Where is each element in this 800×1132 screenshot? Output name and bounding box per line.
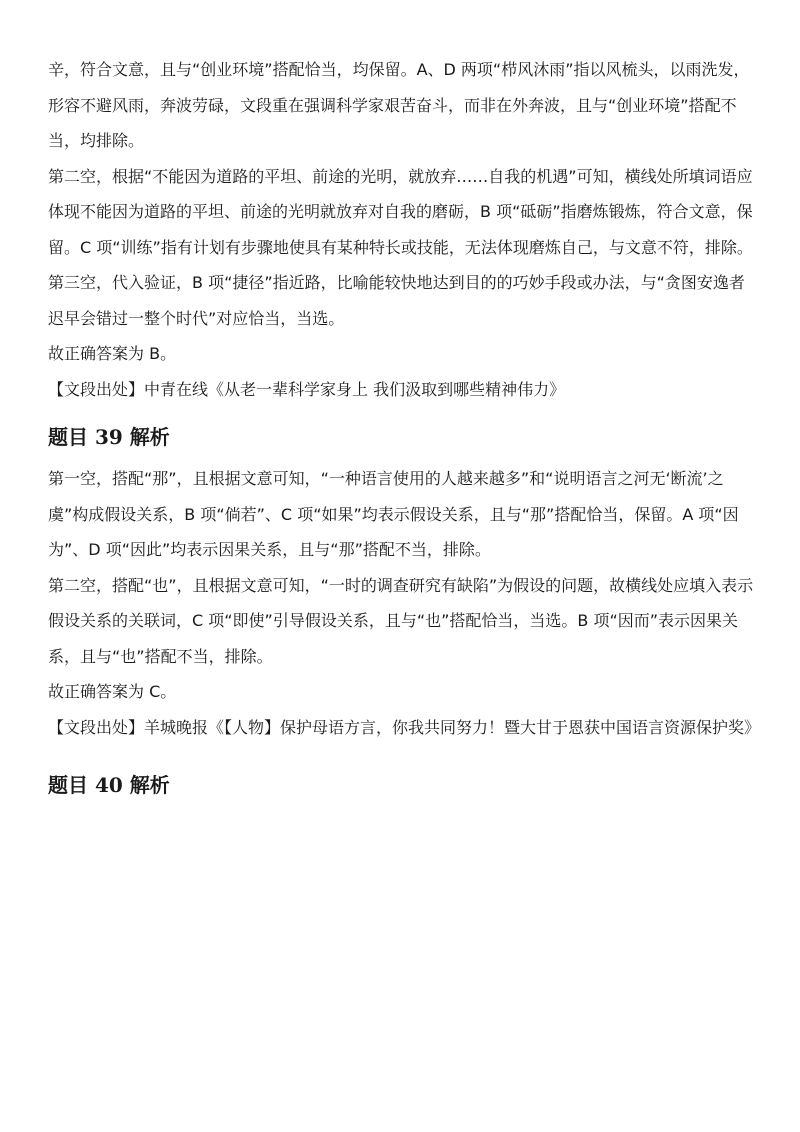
paragraph-second-blank: 第二空，根据“不能因为道路的平坦、前途的光明，就放弃……自我的机遇”可知，横线处所填词语应体现不能因为道路的平坦、前途的光明就放弃对自我的磨砺，B 项“砥砺”指磨炼锻炼，符合文意，保留。C 项“训练”指有计划有步骤地使具有某种特长或技能，无法体现磨炼自己，与文意不符，排除。: [48, 166, 753, 257]
source-line: 【文段出处】中青在线《从老一辈科学家身上 我们汲取到哪些精神伟力》: [48, 379, 566, 399]
q39-source-line: 【文段出处】羊城晚报《【人物】保护母语方言，你我共同努力！暨大甘于恩获中国语言资源保护奖》: [48, 717, 761, 737]
question-39-heading: 题目 39 解析: [48, 425, 170, 449]
q39-answer-line: 故正确答案为 C。: [48, 682, 177, 701]
document-page: [48, 52, 760, 799]
q39-paragraph-first-blank: 第一空，搭配“那”，且根据文意可知，“一种语言使用的人越来越多”和“说明语言之河无‘断流’之虞”构成假设关系，B 项“倘若”、C 项“如果”均表示假设关系，且与“那”搭配恰当，保留。A 项“因为”、D 项“因此”均表示因果关系，且与“那”搭配不当，排除。: [48, 469, 739, 559]
paragraph-third-blank: 第三空，代入验证，B 项“捷径”指近路，比喻能较快地达到目的的巧妙手段或办法，与“贪图安逸者迟早会错过一整个时代”对应恰当，当选。: [48, 273, 745, 328]
q39-paragraph-second-blank: 第二空，搭配“也”，且根据文意可知，“一时的调查研究有缺陷”为假设的问题，故横线处应填入表示假设关系的关联词，C 项“即使”引导假设关系，且与“也”搭配恰当，当选。B 项“因而”表示因果关系，且与“也”搭配不当，排除。: [48, 575, 754, 666]
paragraph-continuation: 辛，符合文意，且与“创业环境”搭配恰当，均保留。A、D 两项“栉风沐雨”指以风梳头，以雨洗发，形容不避风雨，奔波劳碌，文段重在强调科学家艰苦奋斗，而非在外奔波，且与“创业环境”搭配不当，均排除。: [48, 60, 750, 150]
question-40-heading: 题目 40 解析: [48, 773, 170, 797]
answer-line: 故正确答案为 B。: [48, 344, 177, 363]
